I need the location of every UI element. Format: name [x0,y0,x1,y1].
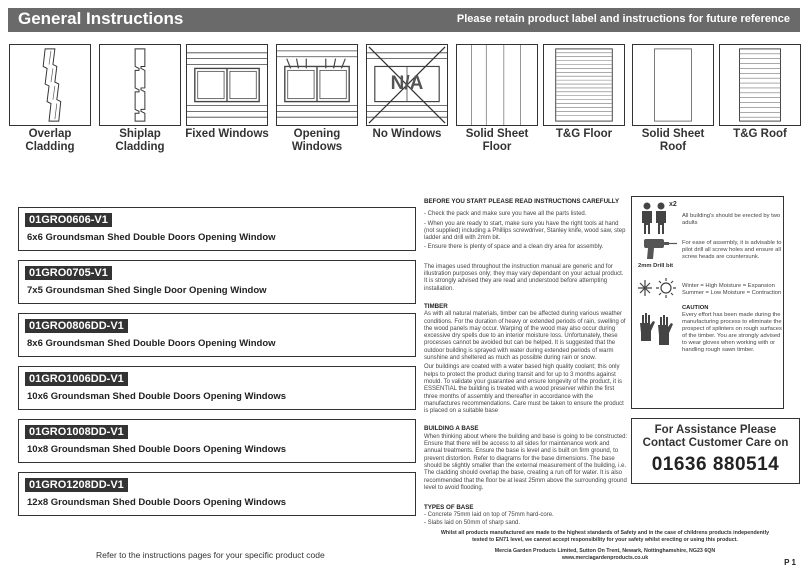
assistance-line1: For Assistance Please [654,424,777,436]
page-title: General Instructions [18,9,184,28]
images-note: The images used throughout the instruction manual are generic and for illustration purposes only; they may vary dependant on your actual product. It is strongly advised they are read and understood before attempting installation. [424,263,624,292]
footer-disclaimer: Whilst all products manufactured are made to the highest standards of Safety and in the case of childrens products independently tested to EN71 level, we cannot accept responsibility for your safety whilst erecting or using this product. [440,530,770,543]
product-card [18,313,416,357]
option-shiplap-cladding [98,44,182,154]
product-name: 10x6 Groundsman Shed Double Doors Opening Windows [27,391,287,402]
weather-winter: Winter = High Moisture = Expansion [682,283,775,289]
drill-icon [636,237,678,266]
product-card [18,260,416,304]
option-solid-sheet-floor [455,44,539,154]
option-label: No Windows [372,128,442,140]
overlap-cladding-icon [9,44,91,126]
assistance-line2: Contact Customer Care on [642,437,789,449]
assistance-box [631,418,800,484]
footer-website: www.merciagardenproducts.co.uk [561,554,649,561]
option-overlap-cladding [8,44,92,154]
footer [440,530,770,561]
product-card [18,207,416,251]
fixed-windows-icon [186,44,268,126]
product-code: 01GRO1208DD-V1 [25,478,128,492]
footer-address: Mercia Garden Products Limited, Sutton On Trent, Newark, Nottinghamshire, NG23 6QN [494,548,716,555]
product-name: 10x8 Groundsman Shed Double Doors Opening Windows [27,444,287,455]
instructions-text [424,198,628,529]
no-windows-icon [366,44,448,126]
page-header [8,8,800,32]
types-item: - Slabs laid on 50mm of sharp sand. [424,519,521,526]
option-label: Shiplap Cladding [115,128,165,153]
option-opening-windows [275,44,359,154]
caution-title: CAUTION [682,305,709,311]
warnings-panel [631,196,784,409]
page-number: P 1 [784,558,796,567]
tg-floor-icon [543,44,625,126]
product-card [18,366,416,410]
option-tg-floor [542,44,626,141]
solid-sheet-floor-icon [456,44,538,126]
weather-text [682,283,782,297]
tg-roof-icon [719,44,801,126]
before-item: - Ensure there is plenty of space and a clean dry area for assembly. [424,244,604,251]
product-code: 01GRO0806DD-V1 [25,319,128,333]
option-tg-roof [718,44,802,141]
drill-label: 2mm Drill bit [638,263,674,269]
option-label: Fixed Windows [185,128,269,140]
product-name: 8x6 Groundsman Shed Double Doors Opening Window [27,338,276,349]
product-card [18,419,416,463]
timber-paragraph: As with all natural materials, timber can be affected during various weather conditions. For the duration of heavy or extended periods of rain, swelling of the wood panels may occur. Warping of the wood may also occur during excessive dry spells due to an interior moisture loss. Unfortunately, these processes cannot be avoided but can be helped. It is suggested that the outdoor building is sprayed with water during extended periods of warm sunshine and sheltered as much as possible during rain or snow. [424,311,626,362]
product-code: 01GRO0705-V1 [25,266,112,280]
option-fixed-windows [185,44,269,141]
product-code: 01GRO1006DD-V1 [25,372,128,386]
people-text: All building's should be erected by two adults [682,213,781,226]
before-item: - When you are ready to start, make sure you have the right tools at hand (not supplied) including a Phillips screwdriver, Stanley knife, wood saw, step ladder and drill with 2mm bit. [424,220,626,242]
types-item: - Concrete 75mm laid on top of 75mm hard-core. [424,512,554,519]
option-no-windows [365,44,449,141]
product-code: 01GRO0606-V1 [25,213,112,227]
opening-windows-icon [276,44,358,126]
timber-title: TIMBER [424,302,448,310]
gloves-icon [636,311,678,354]
phone-number: 01636 880514 [651,454,780,475]
header-note: Please retain product label and instructions for future reference [456,13,790,25]
option-label: Solid Sheet Floor [465,128,529,153]
product-name: 12x8 Groundsman Shed Double Doors Opening Windows [27,497,287,508]
na-overlay: N/A [390,73,424,94]
option-solid-sheet-roof [631,44,715,154]
refer-note: Refer to the instructions pages for your specific product code [96,550,325,560]
weather-summer: Summer = Low Moisture = Contraction [682,290,782,296]
product-code: 01GRO1008DD-V1 [25,425,128,439]
option-label: Solid Sheet Roof [641,128,705,153]
solid-sheet-roof-icon [632,44,714,126]
product-name: 7x5 Groundsman Shed Single Door Opening Window [27,285,267,296]
product-name: 6x6 Groundsman Shed Double Doors Opening Window [27,232,276,243]
before-item: - Check the pack and make sure you have all the parts listed. [424,211,587,218]
base-paragraph: When thinking about where the building and base is going to be constructed: Ensure that there will be access to all sides for maintenance work and annual treatments. Ensure the base is level and is built on firm ground, to prevent distortion. Refer to diagrams for the base dimensions. The base should be slightly smaller than the external measurement of the building, i.e. The cladding should overlap the base, creating a run off for water. It is also recommended that the floor be at least 25mm above the surrounding ground level to avoid flooding. [424,433,628,491]
types-title: TYPES OF BASE [424,504,474,512]
drill-text: For ease of assembly, it is advisable to pilot drill all screw holes and ensure all screw heads are countersunk. [682,240,782,260]
shiplap-cladding-icon [99,44,181,126]
option-label: T&G Floor [555,128,613,140]
option-label: Opening Windows [291,128,343,153]
timber-paragraph: Our buildings are coated with a water based high quality coolant; this only helps to protect the product during transit and for up to 3 months against mould. To validate your guarantee and ensure longevity of the product, it is ESSENTIAL the building is treated with a wood preserver within the first three months of assembly and thereafter in accordance with the manufactures recommendations. Care must be taken to ensure the product is placed on a suitable base [424,364,624,415]
caution-text: Every effort has been made during the manufacturing process to eliminate the prospect of splinters on rough surfaces of the timber. You are strongly advised to wear gloves when working with or handling rough sawn timber. [682,312,782,353]
option-label: Overlap Cladding [25,128,75,153]
people-count: x2 [669,201,677,208]
base-title: BUILDING A BASE [424,425,479,433]
option-label: T&G Roof [733,128,787,140]
product-card [18,472,416,516]
caution-text-block [682,305,782,354]
weather-icon [636,277,678,308]
before-title: BEFORE YOU START PLEASE READ INSTRUCTIONS CAREFULLY [424,198,620,205]
